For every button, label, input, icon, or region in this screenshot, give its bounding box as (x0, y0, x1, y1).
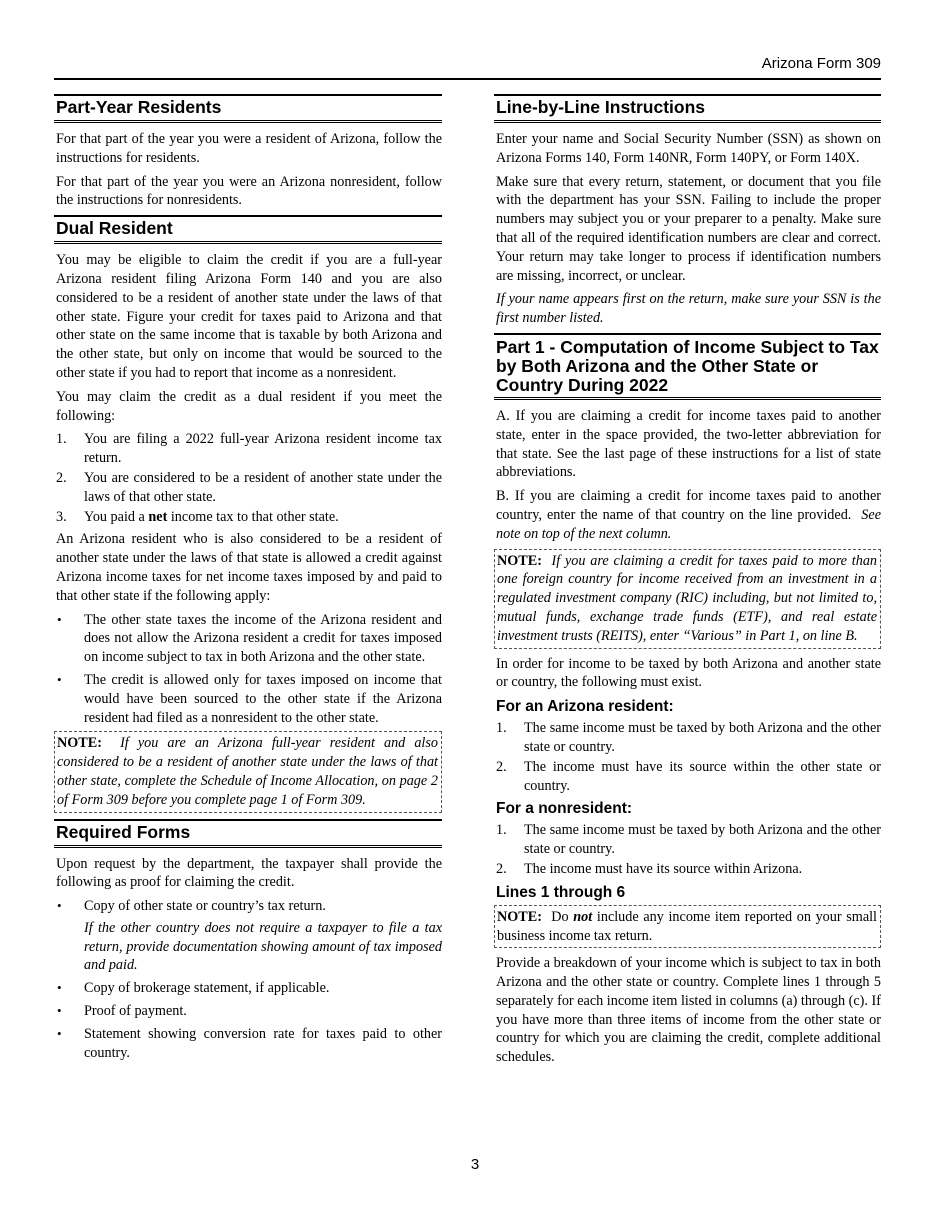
dual-para-1: You may be eligible to claim the credit if you are a full-year Arizona resident filing Arizona Form 140 and you are also considered to be a resident of another state under the laws of that other state. Figure your credit for taxes paid to Arizona and that other state on the same income that is taxable by both Arizona and the other state, but only on income that would be sourced to the other state if you had to report that income as a nonresident. (56, 252, 442, 381)
nonresident-list (494, 821, 881, 878)
dual-requirements-list (54, 430, 442, 526)
list-item: • Statement showing conversion rate for taxes paid to other country. (57, 1025, 442, 1061)
heading-required-forms: Required Forms (54, 819, 442, 848)
list-item: 1. You are filing a 2022 full-year Arizona resident income tax return. (56, 431, 442, 467)
lbl-para-2: Make sure that every return, statement, or document that you file with the department has your SSN. Failing to include the proper numbers may subject you or your preparer to a penalty. Make sure that all of the required identification numbers are clear and correct. Your return may take longer to process if identification numbers are missing, incorrect, or unclear. (496, 173, 881, 284)
page-number: 3 (470, 1156, 480, 1173)
dual-conditions-list (54, 611, 442, 728)
subheading-lines-1-6: Lines 1 through 6 (496, 883, 626, 901)
required-para-1: Upon request by the department, the taxpayer shall provide the following as proof for claiming the credit. (56, 855, 442, 891)
list-item: • The other state taxes the income of the Arizona resident and does not allow the Arizona resident a credit for taxes imposed on income subject to tax in both Arizona and the other state. (57, 611, 442, 666)
part1-para-order: In order for income to be taxed by both Arizona and another state or country, the following must exist. (496, 655, 881, 691)
form-id: Arizona Form 309 (761, 55, 881, 72)
list-item: 2. The income must have its source within the other state or country. (496, 758, 881, 794)
lbl-para-3: If your name appears first on the return, make sure your SSN is the first number listed. (496, 291, 881, 327)
part1-para-b: B. If you are claiming a credit for income taxes paid to another country, enter the name of that country on the line provided. See note on top of the next column. (496, 488, 881, 542)
dual-para-2: You may claim the credit as a dual resident if you meet the following: (56, 388, 442, 424)
list-item: 2. You are considered to be a resident of another state under the laws of that other state. (56, 469, 442, 505)
part1-para-final: Provide a breakdown of your income which is subject to tax in both Arizona and the other state or country. Complete lines 1 through 5 separately for each income item listed in columns (a) through (c). If you have more than three items of income from the other state or country for which you are claiming the credit, complete additional schedules. (496, 955, 881, 1066)
list-item: • Proof of payment. (57, 1003, 187, 1020)
note-box-dual: NOTE: If you are an Arizona full-year resident and also considered to be a resident of another state under the laws of that other state, complete the Schedule of Income Allocation, on page 2 of Form 309 before you complete page 1 of Form 309. (54, 731, 442, 812)
list-item: 3. You paid a net income tax to that other state. (56, 508, 339, 525)
heading-part-1: Part 1 - Computation of Income Subject to Tax by Both Arizona and the Other State or Country During 2022 (494, 333, 881, 400)
list-item: 1. The same income must be taxed by both Arizona and the other state or country. (496, 822, 881, 858)
list-item: • Copy of other state or country’s tax return. If the other country does not require a taxpayer to file a tax return, provide documentation showing amount of tax imposed and paid. (57, 898, 442, 974)
heading-line-by-line: Line-by-Line Instructions (494, 94, 881, 123)
subheading-arizona-resident: For an Arizona resident: (496, 698, 674, 716)
heading-dual-resident: Dual Resident (54, 215, 442, 244)
part-year-para-2: For that part of the year you were an Arizona nonresident, follow the instructions for nonresidents. (56, 173, 442, 209)
note-box-foreign: NOTE: If you are claiming a credit for taxes paid to more than one foreign country for income received from an investment in a regulated investment company (RIC) including, but not limited to, mutual funds, exchange trade funds (ETF), and real estate investment trusts (REITS), enter “Various” in Part 1, on line B. (494, 549, 881, 649)
page-header (54, 54, 881, 80)
right-column (494, 94, 881, 1072)
list-item: • Copy of brokerage statement, if applicable. (57, 980, 330, 997)
list-item: • The credit is allowed only for taxes imposed on income that would have been sourced to the other state if the Arizona resident had filed as a nonresident to the other state. (57, 671, 442, 726)
part1-para-a: A. If you are claiming a credit for income taxes paid to another state, enter in the space provided, the two-letter abbreviation for that state. See the last page of these instructions for a list of state abbreviations. (496, 407, 881, 481)
dual-para-3: An Arizona resident who is also considered to be a resident of another state under the laws of that state is allowed a credit against Arizona income taxes for net income taxes imposed by and paid to that other state if the following apply: (56, 531, 442, 604)
required-forms-list (54, 897, 442, 1062)
left-column (54, 94, 442, 1066)
heading-part-year-residents: Part-Year Residents (54, 94, 442, 123)
list-item: 1. The same income must be taxed by both Arizona and the other state or country. (496, 720, 881, 755)
subheading-nonresident: For a nonresident: (496, 800, 633, 818)
resident-list (494, 719, 881, 795)
lbl-para-1: Enter your name and Social Security Number (SSN) as shown on Arizona Forms 140, Form 140NR, Form 140PY, or Form 140X. (496, 131, 881, 166)
list-item: 2. The income must have its source within Arizona. (496, 860, 803, 877)
part-year-para-1: For that part of the year you were a resident of Arizona, follow the instructions for residents. (56, 131, 442, 166)
note-box-small-business: NOTE: Do not include any income item reported on your small business income tax return. (494, 905, 881, 949)
